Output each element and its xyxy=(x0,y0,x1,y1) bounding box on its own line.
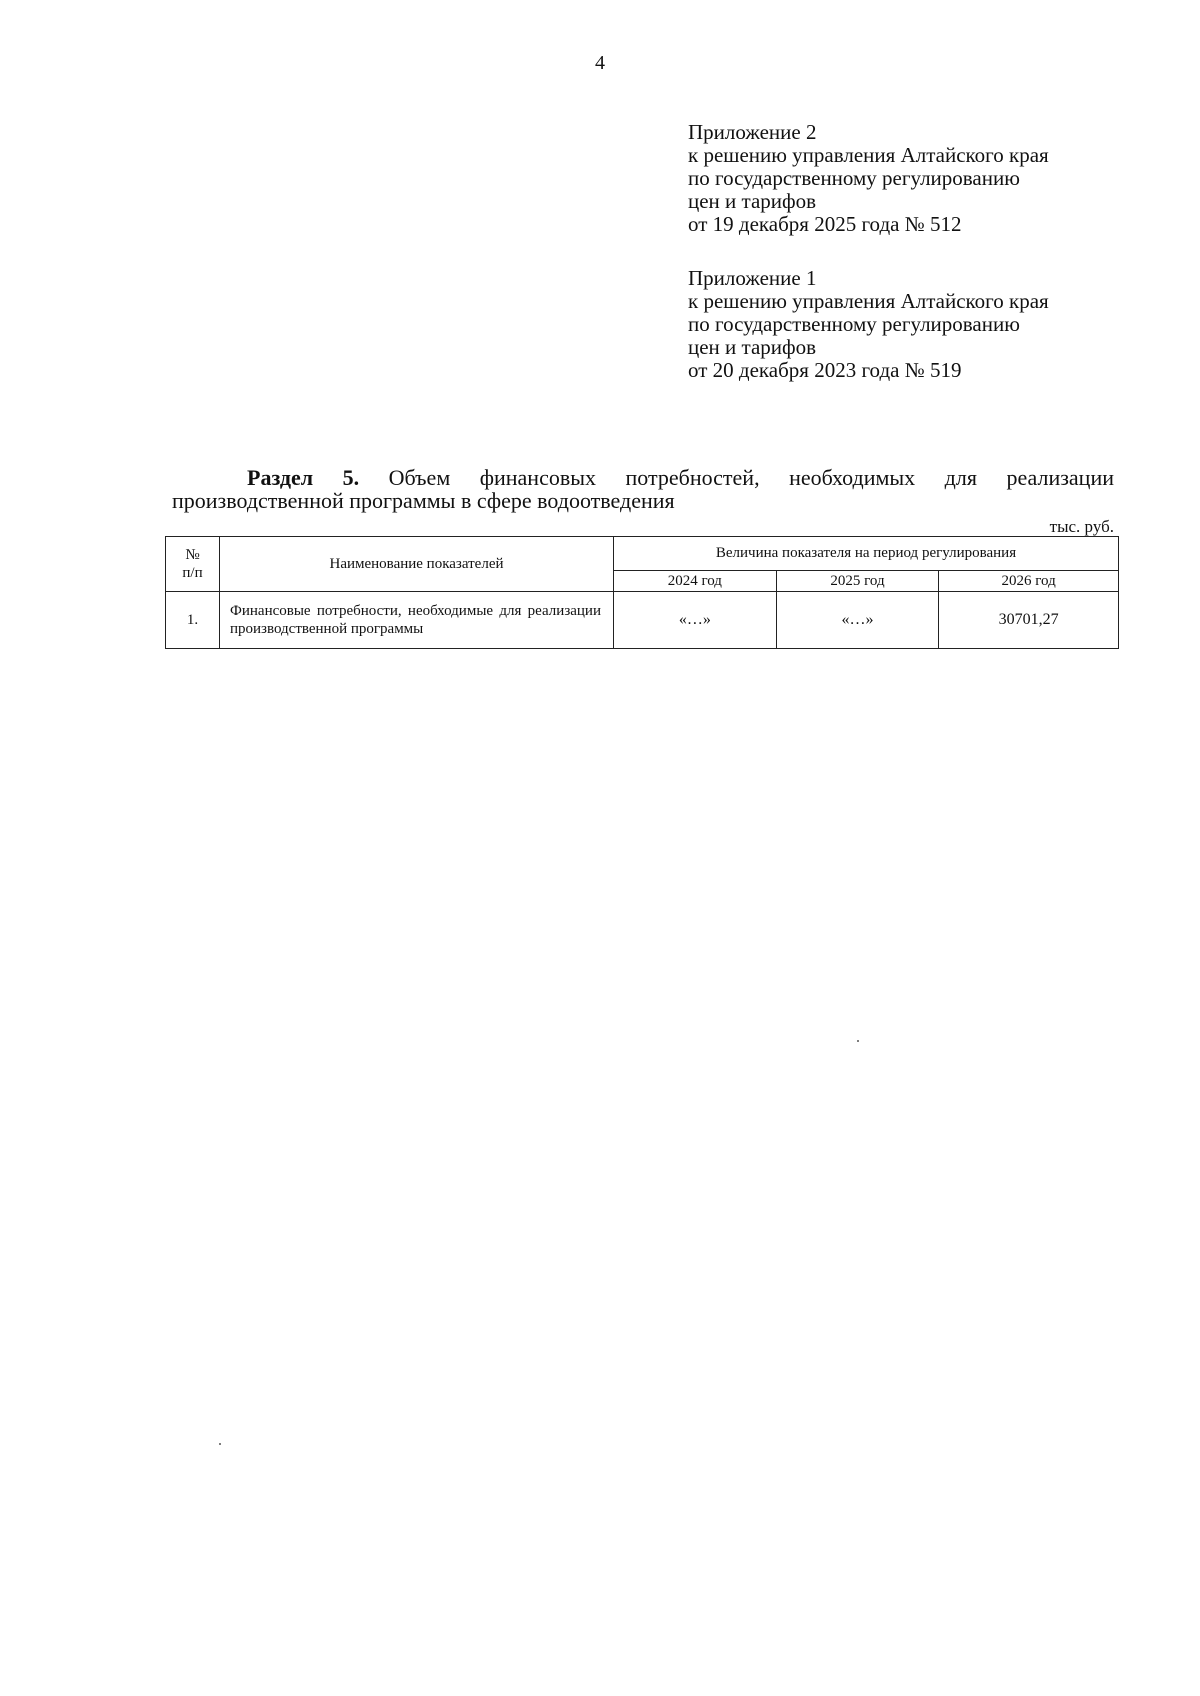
header-period: Величина показателя на период регулирования xyxy=(614,537,1119,571)
table-row xyxy=(166,592,1119,649)
header-name: Наименование показателей xyxy=(220,537,614,592)
appendix-2-line: по государственному регулированию xyxy=(688,166,1020,190)
financial-needs-table xyxy=(165,536,1119,649)
appendix-2-line: Приложение 2 xyxy=(688,120,817,144)
section-title-line2: производственной программы в сфере водоотведения xyxy=(172,488,675,513)
units-label: тыс. руб. xyxy=(1049,517,1114,536)
row-num: 1. xyxy=(166,592,220,649)
appendix-1-line: к решению управления Алтайского края xyxy=(688,289,1049,313)
page-number: 4 xyxy=(595,52,605,74)
header-year-2024: 2024 год xyxy=(614,571,777,592)
header-num-symbol: № xyxy=(185,547,200,563)
header-num xyxy=(166,537,220,592)
section-title xyxy=(172,466,1114,512)
appendix-1-line: по государственному регулированию xyxy=(688,312,1020,336)
section-title-line1: Объем финансовых потребностей, необходимых для реализации xyxy=(388,465,1114,490)
row-value-2024: «…» xyxy=(614,592,777,649)
scan-speck xyxy=(219,1443,221,1445)
row-name: Финансовые потребности, необходимые для реализации производственной программы xyxy=(220,592,614,649)
header-year-2025: 2025 год xyxy=(776,571,939,592)
appendix-1-line: от 20 декабря 2023 года № 519 xyxy=(688,358,962,382)
appendix-2-line: к решению управления Алтайского края xyxy=(688,143,1049,167)
header-year-2026: 2026 год xyxy=(939,571,1119,592)
appendix-2-line: от 19 декабря 2025 года № 512 xyxy=(688,212,962,236)
scan-speck xyxy=(857,1040,859,1042)
appendix-2-block xyxy=(688,121,1049,236)
appendix-1-line: цен и тарифов xyxy=(688,335,817,359)
appendix-2-line: цен и тарифов xyxy=(688,189,817,213)
header-num-abbr: п/п xyxy=(182,565,203,581)
section-label: Раздел 5. xyxy=(247,465,360,490)
appendix-1-line: Приложение 1 xyxy=(688,266,817,290)
appendix-1-block xyxy=(688,267,1049,382)
row-value-2025: «…» xyxy=(776,592,939,649)
row-value-2026: 30701,27 xyxy=(939,592,1119,649)
